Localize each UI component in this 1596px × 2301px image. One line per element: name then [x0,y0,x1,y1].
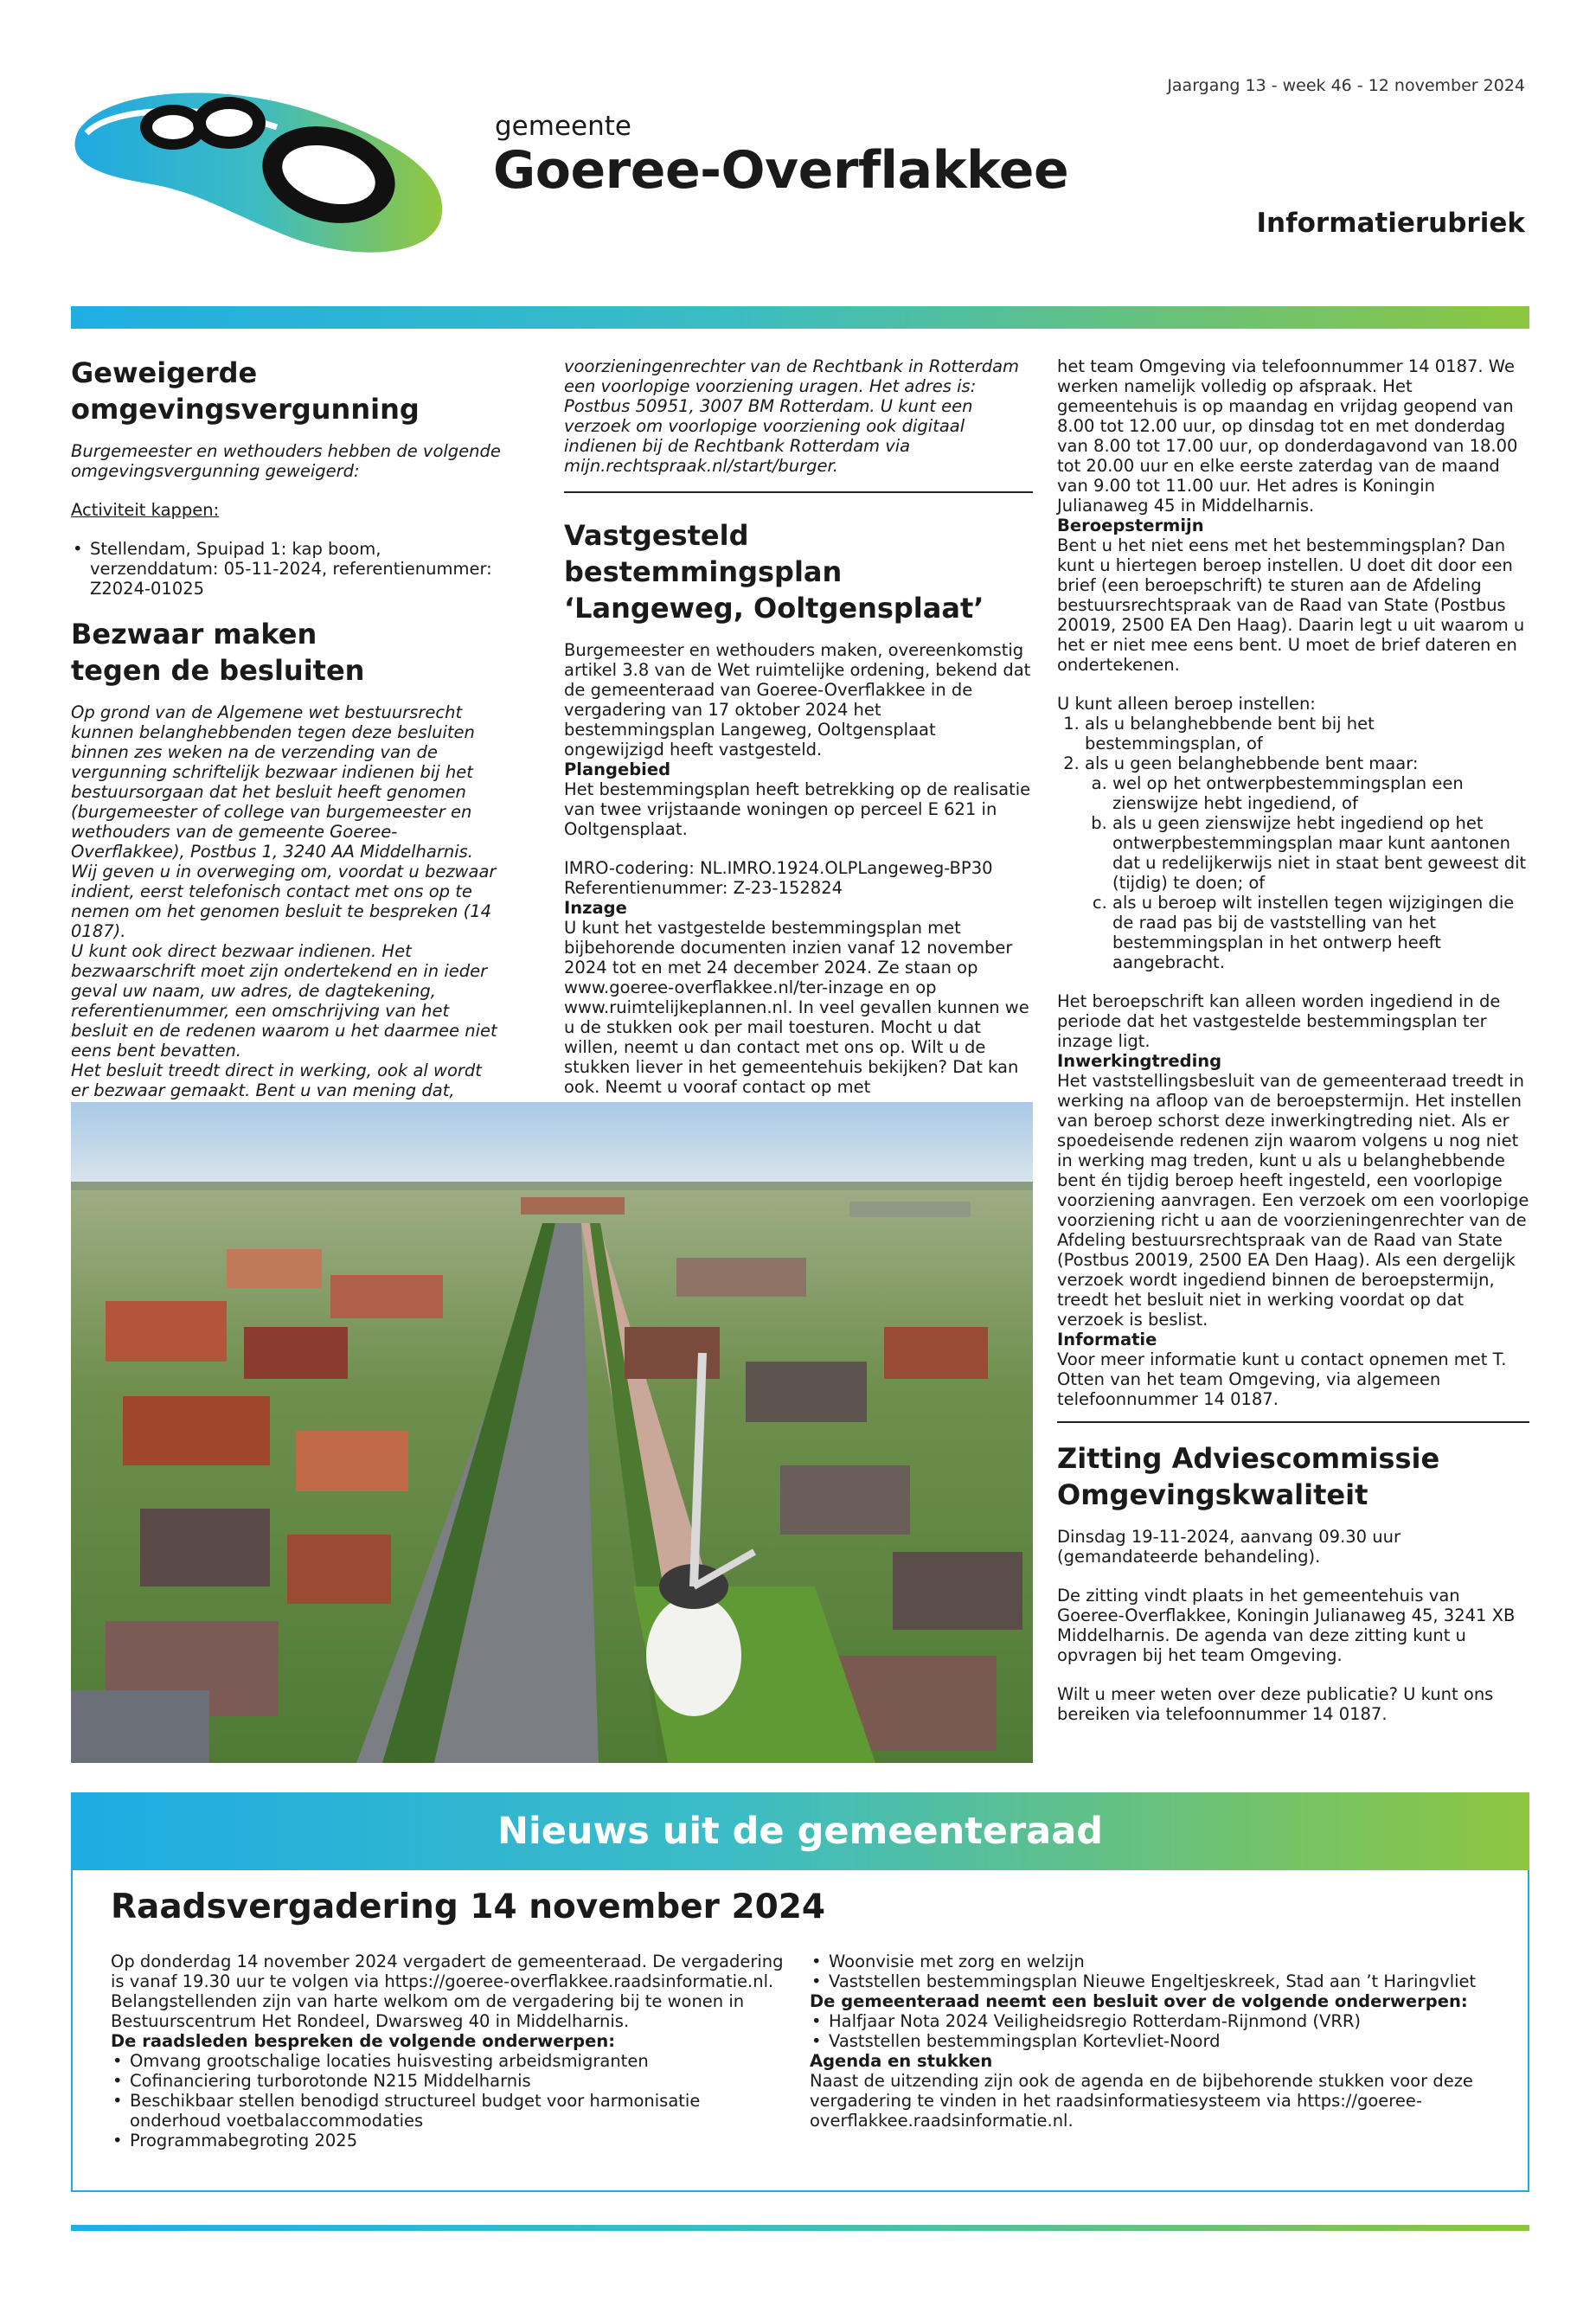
appeal-conditions-list [1057,714,1529,972]
objection-paragraph-2: Wij geven u in overweging om, voordat u bezwaar indient, eerst telefonisch contact met ons op te nemen om het genomen besluit te bespreken (14 0187). [71,862,497,941]
council-meeting-title: Raadsvergadering 14 november 2024 [111,1888,826,1926]
zoning-plan-title: Vastgesteld bestemmingsplan ‘Langeweg, Ooltgensplaat’ [564,519,984,625]
discuss-list-2 [810,1952,1502,1991]
issue-meta: Jaargang 13 - week 46 - 12 november 2024 [1167,76,1525,95]
agenda-label: Agenda en stukken [810,2051,993,2071]
inspection-text: U kunt het vastgestelde bestemmingsplan met bijbehorende documenten inzien vanaf 12 november 2024 tot en met 24 december 2024. Ze staan op www.goeree-overflakkee.nl/ter-inzage en op www.ruimtelijkeplannen.nl. In veel gevallen kunnen we u de stukken ook per mail toesturen. Mocht u dat willen, neemt u dan contact met ons op. Wilt u de stukken liever in het gemeentehuis bekijken? Dat kan ook. Neemt u vooraf contact op met [564,918,1029,1097]
imro-code: IMRO-codering: NL.IMRO.1924.OLPLangeweg-BP30 [564,858,993,878]
entry-into-force-text: Het vaststellingsbesluit van de gemeenteraad treedt in werking na afloop van de beroepstermijn. Het instellen van beroep schorst deze inwerkingtreding niet. Als er spoedeisende redenen zijn waarom volgens u nog niet in werking mag treden, kunt u als u belanghebbende bent én tijdig beroep heeft ingesteld, een voorlopige voorziening aanvragen. Een verzoek om een voorlopige voorziening richt u aan de voorzieningenrechter van de Afdeling bestuursrechtspraak van de Raad van State (Postbus 20019, 2500 EA Den Haag). Als een dergelijk verzoek wordt ingediend binnen de beroepstermijn, treedt het besluit niet in werking voordat op dat verzoek is beslist. [1057,1071,1529,1330]
information-text: Voor meer informatie kunt u contact opnemen met T. Otten van het team Omgeving, via algemeen telefoonnummer 14 0187. [1057,1349,1507,1409]
brand-prefix: gemeente [495,111,631,142]
column-middle [564,356,1033,1097]
activity-item: • Stellendam, Spuipad 1: kap boom, verzenddatum: 05-11-2024, referentienummer: Z2024-01025 [90,539,503,599]
plan-area-label: Plangebied [564,760,671,779]
discuss-label: De raadsleden bespreken de volgende onderwerpen: [111,2031,616,2051]
appeal-submission-text: Het beroepschrift kan alleen worden ingediend in de periode dat het vastgestelde bestemmingsplan ter inzage ligt. [1057,991,1501,1051]
discuss-item: • Programmabegroting 2025 [130,2131,785,2150]
appeal-condition-1: 1. als u belanghebbende bent bij het bestemmingsplan, of [1085,714,1529,753]
session-location: De zitting vindt plaats in het gemeentehuis van Goeree-Overflakkee, Koningin Julianaweg 45, 3241 XB Middelharnis. De agenda van deze zitting kunt u opvragen bij het team Omgeving. [1057,1586,1516,1665]
discuss-item: • Vaststellen bestemmingsplan Nieuwe Engeltjeskreek, Stad aan ’t Haringvliet [829,1971,1502,1991]
section-title: Informatierubriek [1256,208,1525,239]
divider-right [1057,1421,1529,1423]
footer-gradient-bar [71,2225,1529,2231]
header-gradient-bar [71,306,1529,329]
plan-area-text: Het bestemmingsplan heeft betrekking op de realisatie van twee vrijstaande woningen op perceel E 621 in Ooltgensplaat. [564,779,1031,839]
objection-paragraph-4: Het besluit treedt direct in werking, ook al wordt er bezwaar gemaakt. Bent u van mening dat, [71,1061,482,1100]
decision-label: De gemeenteraad neemt een besluit over de volgende onderwerpen: [810,1991,1468,2011]
appeal-subconditions [1085,773,1529,972]
objection-paragraph-1: Op grond van de Algemene wet bestuursrecht kunnen belanghebbenden tegen deze besluiten binnen zes weken na de verzending van de vergunning schriftelijk bezwaar indienen bij het bestuursorgaan dat het besluit heeft genomen (burgemeester of college van burgemeester en wethouders van de gemeente Goeree-Overflakkee), Postbus 1, 3240 AA Middelharnis. [71,702,475,862]
reference-number: Referentienummer: Z-23-152824 [564,878,843,898]
entry-into-force-label: Inwerkingtreding [1057,1051,1222,1071]
session-contact: Wilt u meer weten over deze publicatie? U kunt ons bereiken via telefoonnummer 14 0187. [1057,1684,1494,1724]
activity-label: Activiteit kappen: [71,500,220,520]
discuss-list-1 [111,2051,785,2150]
appeal-period-text: Bent u het niet eens met het bestemmingsplan? Dan kunt u hiertegen beroep instellen. U doet dit door een brief (een beroepschrift) te sturen aan de Afdeling bestuursrechtspraak van de Raad van State (Postbus 20019, 2500 EA Den Haag). Daarin legt u uit waarom u het er niet mee eens bent. U moet de brief dateren en ondertekenen. [1057,535,1525,675]
council-news-header: Nieuws uit de gemeenteraad [71,1792,1529,1870]
discuss-item: • Beschikbaar stellen benodigd structureel budget voor harmonisatie onderhoud voetbalaccommodaties [130,2091,785,2131]
divider [564,491,1033,493]
appeal-subcondition-b: b. als u geen zienswijze hebt ingediend op het ontwerpbestemmingsplan maar kunt aantonen dat u redelijkerwijs niet in staat bent geweest dit (tijdig) te doen; of [1112,813,1529,893]
activity-list [71,539,503,599]
discuss-item: • Woonvisie met zorg en welzijn [829,1952,1502,1971]
brand-name: Goeree-Overflakkee [493,140,1069,201]
meeting-intro: Op donderdag 14 november 2024 vergadert de gemeenteraad. De vergadering is vanaf 19.30 uur te volgen via https://goeree-overflakkee.raadsinformatie.nl. Belangstellenden zijn van harte welkom om de vergadering bij te wonen in Bestuurscentrum Het Rondeel, Dwarsweg 40 in Middelharnis. [111,1952,784,2031]
decision-item: • Vaststellen bestemmingsplan Kortevliet-Noord [829,2031,1502,2051]
inspection-label: Inzage [564,898,627,918]
decision-list [810,2011,1502,2051]
committee-session-title: Zitting Adviescommissie Omgevingskwaliteit [1057,1442,1440,1511]
session-date: Dinsdag 19-11-2024, aanvang 09.30 uur (gemandateerde behandeling). [1057,1527,1401,1567]
refused-permit-title: Geweigerde omgevingsvergunning [71,356,420,426]
zoning-plan-intro: Burgemeester en wethouders maken, overeenkomstig artikel 3.8 van de Wet ruimtelijke ordening, bekend dat de gemeenteraad van Goeree-Overflakkee in de vergadering van 17 oktober 2024 het bestemmingsplan Langeweg, Ooltgensplaat ongewijzigd heeft vastgesteld. [564,640,1031,760]
news-column-left [111,1952,785,2150]
objection-paragraph-3: U kunt ook direct bezwaar indienen. Het bezwaarschrift moet zijn ondertekend en in ieder geval uw naam, uw adres, de dagtekening, referentienummer, een omschrijving van het besluit en de redenen waarom u het daarmee niet eens bent bevatten. [71,941,497,1061]
refused-permit-intro: Burgemeester en wethouders hebben de volgende omgevingsvergunning geweigerd: [71,441,501,481]
news-column-right [810,1952,1502,2131]
continued-text-right: het team Omgeving via telefoonnummer 14 0187. We werken namelijk volledig op afspraak. Het gemeentehuis is op maandag en vrijdag geopend van 8.00 tot 12.00 uur, op dinsdag tot en met donderdag van 8.00 tot 17.00 uur, op donderdagavond van 18.00 tot 20.00 uur en elke eerste zaterdag van de maand van 9.00 tot 11.00 uur. Het adres is Koningin Julianaweg 45 in Middelharnis. [1057,356,1518,516]
appeal-only-label: U kunt alleen beroep instellen: [1057,694,1316,714]
appeal-period-label: Beroepstermijn [1057,516,1204,535]
municipality-logo [69,80,450,257]
agenda-text: Naast de uitzending zijn ook de agenda en de bijbehorende stukken voor deze vergadering te vinden in het raadsinformatiesysteem via https://goeree-overflakkee.raadsinformatie.nl. [810,2071,1473,2131]
aerial-village-photo [71,1102,1033,1763]
discuss-item: • Omvang grootschalige locaties huisvesting arbeidsmigranten [130,2051,785,2071]
appeal-subcondition-a: a. wel op het ontwerpbestemmingsplan een zienswijze hebt ingediend, of [1112,773,1529,813]
discuss-item: • Cofinanciering turborotonde N215 Middelharnis [130,2071,785,2091]
appeal-condition-2: 2. als u geen belanghebbende bent maar: a. wel op het ontwerpbestemmingsplan een zienswijze hebt ingediend, of b. als u geen zienswijze hebt ingediend op het ontwerpbestemmingsplan maar kunt aantonen dat u redelijkerwijs niet in staat bent geweest dit (tijdig) te doen; of c. als u beroep wilt instellen tegen wijzigingen die de raad pas bij de vaststelling van het bestemmingsplan in het ontwerp heeft aangebracht. [1085,753,1529,972]
decision-item: • Halfjaar Nota 2024 Veiligheidsregio Rotterdam-Rijnmond (VRR) [829,2011,1502,2031]
information-label: Informatie [1057,1330,1157,1349]
continued-text: voorzieningenrechter van de Rechtbank in Rotterdam een voorlopige voorziening uragen. Het adres is: Postbus 50951, 3007 BM Rotterdam. U kunt een verzoek om voorlopige voorziening ook digitaal indienen bij de Rechtbank Rotterdam via mijn.rechtspraak.nl/start/burger. [564,356,1020,476]
column-right [1057,356,1529,1724]
column-left [71,355,503,1160]
appeal-subcondition-c: c. als u beroep wilt instellen tegen wijzigingen die de raad pas bij de vaststelling van het bestemmingsplan in het ontwerp heeft aangebracht. [1112,893,1529,972]
objection-title: Bezwaar maken tegen de besluiten [71,618,365,687]
